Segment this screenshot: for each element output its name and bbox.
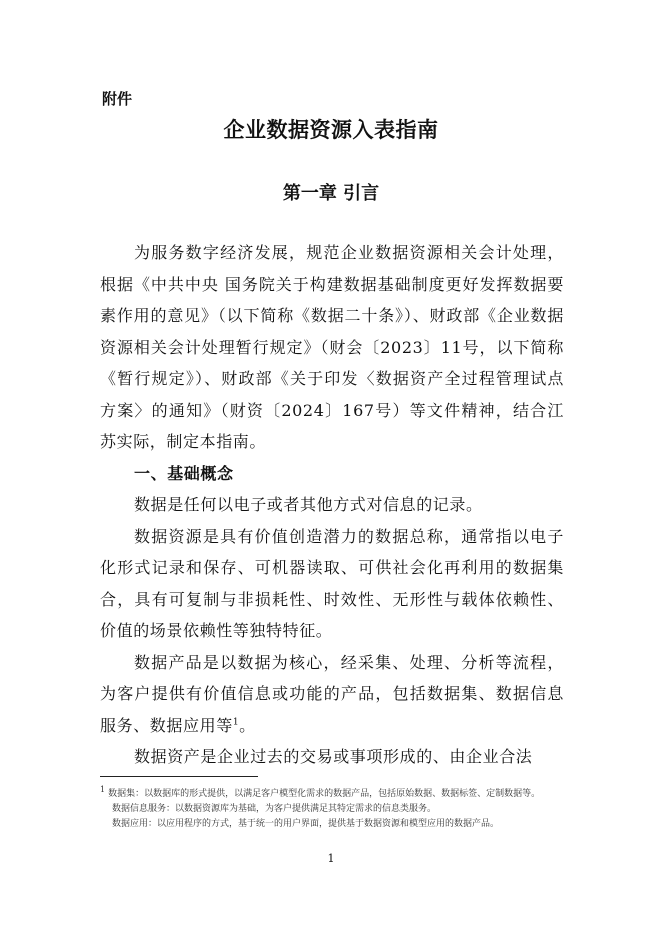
footnote-item [100,787,562,802]
footnote-item: 数据信息服务：以数据资源库为基础，为客户提供满足其特定需求的信息类服务。 [112,804,437,814]
footnote-item: 数据应用：以应用程序的方式，基于统一的用户界面，提供基于数据资源和模型应用的数据产品。 [112,819,500,829]
definition-asset-paragraph: 数据资产是企业过去的交易或事项形成的、由企业合法 [134,747,533,766]
attachment-label: 附件 [102,90,133,108]
footnote-reference[interactable]: 1 [232,717,240,728]
document-body [100,237,564,773]
definition-data-paragraph: 数据是任何以电子或者其他方式对信息的记录。 [134,495,483,514]
footnote-divider [100,776,258,777]
definition-resource-paragraph: 数据资源是具有价值创造潜力的数据总称，通常指以电子化形式记录和保存、可机器读取、可供社会化再利用的数据集合，具有可复制与非损耗性、时效性、无形性与载体依赖性、价值的场景依赖性等独特特征。 [100,526,564,640]
definition-product-text: 数据产品是以数据为核心，经采集、处理、分析等流程，为客户提供有价值信息或功能的产品，包括数据集、数据信息服务、数据应用等 [100,652,564,735]
footnotes [100,787,562,832]
footnote-text: 数据集：以数据库的形式提供，以满足客户模型化需求的数据产品，包括原始数据、数据标签、定制数据等。 [108,789,541,799]
definition-product-paragraph [100,647,564,742]
section-heading: 一、基础概念 [134,463,234,483]
page-number: 1 [327,852,335,865]
footnote-mark: 1 [100,785,106,794]
definition-product-end: 。 [239,715,256,735]
document-title: 企业数据资源入表指南 [223,117,439,142]
chapter-heading: 第一章 引言 [282,183,380,204]
intro-paragraph: 为服务数字经济发展，规范企业数据资源相关会计处理，根据《中共中央 国务院关于构建数据基础制度更好发挥数据要素作用的意见》（以下简称《数据二十条》）、财政部《企业数据资源相关会计处理暂行规定》（财会〔2023〕11号，以下简称《暂行规定》）、财政部《关于印发〈数据资产全过程管理试点方案〉的通知》（财资〔2024〕167号）等文件精神，结合江苏实际，制定本指南。 [100,243,564,451]
